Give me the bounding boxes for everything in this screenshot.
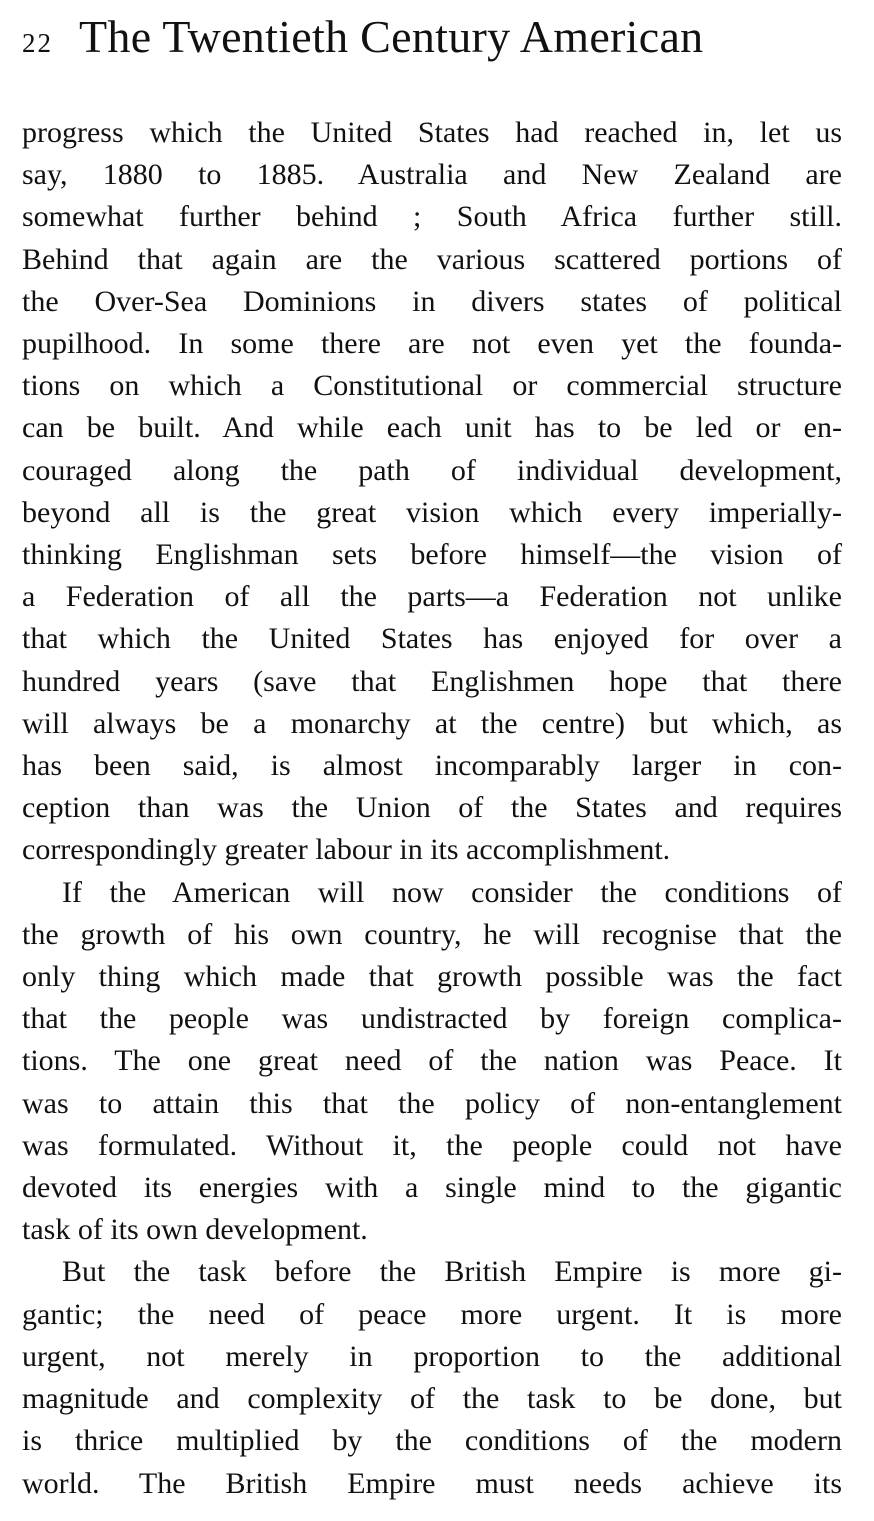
paragraph-3	[22, 1251, 842, 1504]
text-line: devoted its energies with a single mind to the gigantic	[22, 1171, 842, 1205]
text-line: If the American will now consider the conditions of	[62, 875, 842, 909]
text-line: was formulated. Without it, the people could not have	[22, 1128, 842, 1162]
text-line: urgent, not merely in proportion to the additional	[22, 1339, 842, 1373]
text-line: correspondingly greater labour in its accomplishment.	[22, 833, 671, 867]
book-page	[22, 10, 842, 1505]
running-head	[22, 10, 842, 70]
text-line: somewhat further behind ; South Africa further still.	[22, 200, 842, 234]
paragraph-1	[22, 112, 842, 872]
text-line: will always be a monarchy at the centre) but which, as	[22, 706, 842, 740]
paragraph-2	[22, 872, 842, 1252]
text-line: progress which the United States had reached in, let us	[22, 116, 842, 149]
text-line: the growth of his own country, he will recognise that the	[22, 917, 842, 951]
text-line: tions. The one great need of the nation was Peace. It	[22, 1044, 842, 1078]
text-line: can be built. And while each unit has to be led or en-	[22, 411, 842, 445]
text-line: that which the United States has enjoyed for over a	[22, 622, 842, 656]
text-line: is thrice multiplied by the conditions of the modern	[22, 1424, 842, 1458]
text-line: was to attain this that the policy of non-entanglement	[22, 1086, 842, 1120]
body-text	[22, 112, 842, 1505]
text-line: hundred years (save that Englishmen hope that there	[22, 664, 842, 698]
text-line: pupilhood. In some there are not even yet the founda-	[22, 327, 842, 361]
text-line: Behind that again are the various scattered portions of	[22, 242, 842, 276]
text-line: But the task before the British Empire is more gi-	[62, 1255, 842, 1289]
text-line: the Over-Sea Dominions in divers states of political	[22, 284, 842, 318]
text-line: task of its own development.	[22, 1213, 368, 1247]
text-line: magnitude and complexity of the task to be done, but	[22, 1382, 842, 1416]
text-line: ception than was the Union of the States and requires	[22, 791, 842, 825]
text-line: couraged along the path of individual development,	[22, 453, 842, 487]
running-title: The Twentieth Century American	[79, 11, 704, 62]
text-line: a Federation of all the parts—a Federation not unlike	[22, 580, 842, 614]
text-line: only thing which made that growth possible was the fact	[22, 960, 842, 994]
text-line: thinking Englishman sets before himself—the vision of	[22, 538, 842, 572]
text-line: world. The British Empire must needs achieve its	[22, 1466, 842, 1500]
text-line: beyond all is the great vision which every imperially-	[22, 495, 842, 529]
text-line: tions on which a Constitutional or commercial structure	[22, 369, 842, 403]
text-line: gantic; the need of peace more urgent. It is more	[22, 1297, 842, 1331]
text-line: say, 1880 to 1885. Australia and New Zealand are	[22, 158, 842, 192]
text-line: has been said, is almost incomparably larger in con-	[22, 749, 842, 783]
text-line: that the people was undistracted by foreign complica-	[22, 1002, 842, 1036]
page-number: 22	[22, 28, 53, 58]
